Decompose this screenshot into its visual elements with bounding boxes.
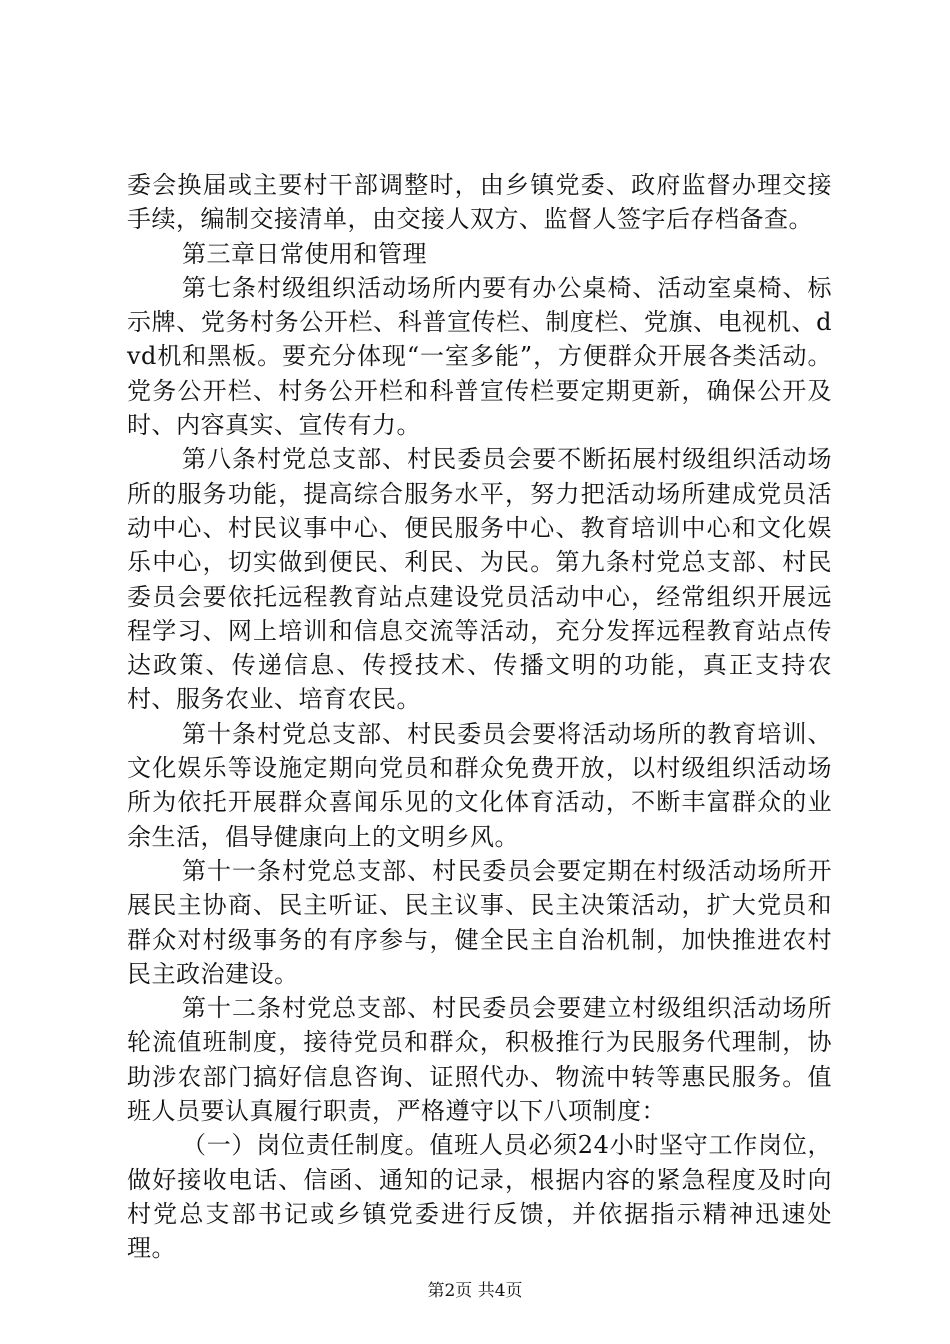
paragraph-rule-1: （一）岗位责任制度。值班人员必须24小时坚守工作岗位，做好接收电话、信函、通知的记录，根据内容的紧急程度及时向村党总支部书记或乡镇党委进行反馈，并依据指示精神迅速处理。: [127, 1131, 832, 1263]
chapter-heading: 第三章日常使用和管理: [182, 239, 427, 268]
paragraph-continuation: 委会换届或主要村干部调整时，由乡镇党委、政府监督办理交接手续，编制交接清单，由交接人双方、监督人签字后存档备查。: [127, 171, 832, 234]
page-footer: 第2页 共4页: [427, 1281, 523, 1301]
document-body: [127, 168, 832, 1266]
paragraph-article-12: 第十二条村党总支部、村民委员会要建立村级组织活动场所轮流值班制度，接待党员和群众，积极推行为民服务代理制，协助涉农部门搞好信息咨询、证照代办、物流中转等惠民服务。值班人员要认真履行职责，严格遵守以下八项制度：: [127, 994, 832, 1126]
paragraph-article-10: 第十条村党总支部、村民委员会要将活动场所的教育培训、文化娱乐等设施定期向党员和群众免费开放，以村级组织活动场所为依托开展群众喜闻乐见的文化体育活动，不断丰富群众的业余生活，倡导健康向上的文明乡风。: [127, 719, 832, 851]
paragraph-article-7: 第七条村级组织活动场所内要有办公桌椅、活动室桌椅、标示牌、党务村务公开栏、科普宣传栏、制度栏、党旗、电视机、dvd机和黑板。要充分体现“一室多能”，方便群众开展各类活动。党务公开栏、村务公开栏和科普宣传栏要定期更新，确保公开及时、内容真实、宣传有力。: [127, 273, 832, 440]
paragraph-article-8-9: 第八条村党总支部、村民委员会要不断拓展村级组织活动场所的服务功能，提高综合服务水平，努力把活动场所建成党员活动中心、村民议事中心、便民服务中心、教育培训中心和文化娱乐中心，切实做到便民、利民、为民。第九条村党总支部、村民委员会要依托远程教育站点建设党员活动中心，经常组织开展远程学习、网上培训和信息交流等活动，充分发挥远程教育站点传达政策、传递信息、传授技术、传播文明的功能，真正支持农村、服务农业、培育农民。: [127, 445, 832, 714]
paragraph-article-11: 第十一条村党总支部、村民委员会要定期在村级活动场所开展民主协商、民主听证、民主议事、民主决策活动，扩大党员和群众对村级事务的有序参与，健全民主自治机制，加快推进农村民主政治建设。: [127, 856, 832, 988]
